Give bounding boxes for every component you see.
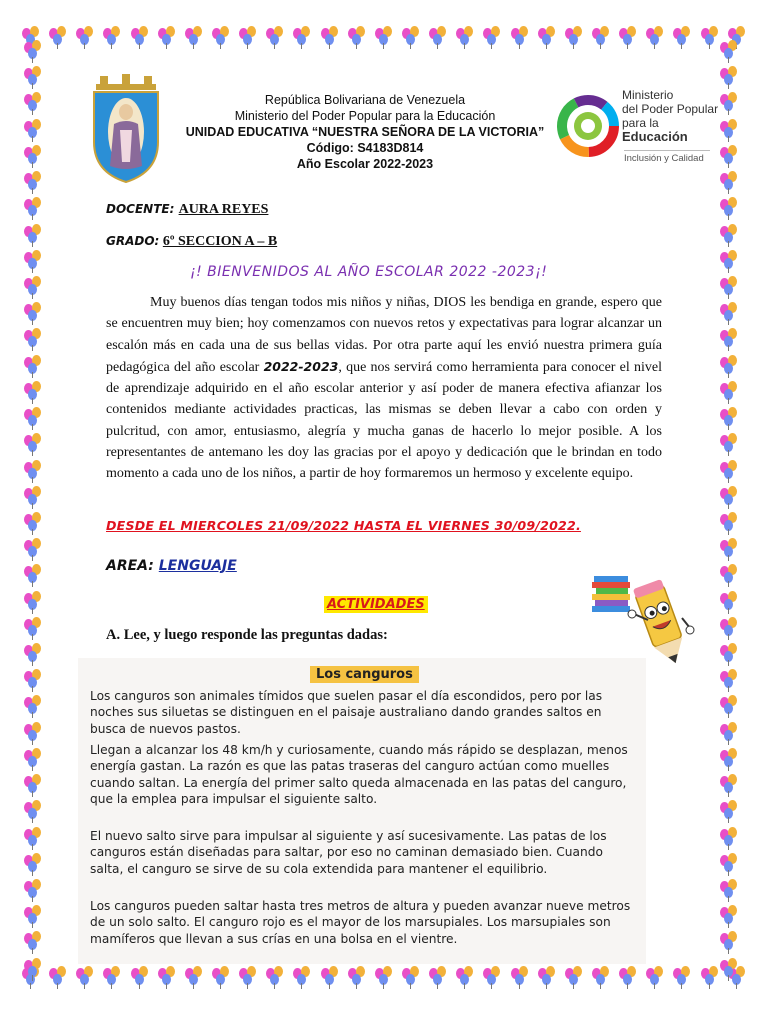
balloon-icon bbox=[718, 564, 740, 586]
balloon-icon bbox=[718, 853, 740, 875]
teacher-value: AURA REYES bbox=[178, 202, 269, 217]
balloon-icon bbox=[481, 966, 503, 988]
balloon-icon bbox=[264, 26, 286, 48]
ministry-logo-icon bbox=[556, 76, 620, 180]
balloon-icon bbox=[718, 538, 740, 560]
balloon-icon bbox=[373, 26, 395, 48]
balloon-icon bbox=[400, 26, 422, 48]
area-line: AREA: LENGUAJE bbox=[106, 558, 237, 574]
balloon-icon bbox=[210, 966, 232, 988]
balloon-icon bbox=[509, 966, 531, 988]
balloon-icon bbox=[22, 643, 44, 665]
balloon-icon bbox=[319, 966, 341, 988]
balloon-icon bbox=[718, 381, 740, 403]
balloon-icon bbox=[291, 26, 313, 48]
balloon-icon bbox=[671, 26, 693, 48]
balloon-icon bbox=[22, 66, 44, 88]
reading-paragraph-2: Llegan a alcanzar los 48 km/h y curiosamente, cuando más rápido se desplazan, menos energía gastan. La razón es que las patas traseras del canguro actúan como muelles cuando saltan. La energía del primer salto queda almacenada en las patas del canguro, que la emplea para impulsar el siguiente salto. bbox=[90, 743, 628, 807]
balloon-icon bbox=[718, 302, 740, 324]
balloon-icon bbox=[22, 879, 44, 901]
header-ministry: Ministerio del Poder Popular para la Educación bbox=[234, 109, 496, 123]
balloon-icon bbox=[718, 669, 740, 691]
balloon-icon bbox=[718, 276, 740, 298]
balloon-icon bbox=[22, 905, 44, 927]
ministry-line3-prefix: para la bbox=[622, 116, 659, 130]
reading-paragraph-3: El nuevo salto sirve para impulsar al siguiente y así sucesivamente. Las patas de los canguros están diseñadas para saltar, por eso no caminan demasiado bien. Cuando salta, el canguro se sirve de su cola extendida para mantener el equilibrio. bbox=[90, 829, 607, 876]
header-year: Año Escolar 2022-2023 bbox=[296, 157, 434, 171]
body-paragraph bbox=[106, 292, 662, 485]
balloon-icon bbox=[718, 695, 740, 717]
balloon-icon bbox=[291, 966, 313, 988]
balloon-icon bbox=[74, 966, 96, 988]
balloon-icon bbox=[718, 800, 740, 822]
balloon-icon bbox=[536, 26, 558, 48]
reading-paragraph-1: Los canguros son animales tímidos que suelen pasar el día escondidos, pero por las noches sus siluetas se distinguen en el paisaje australiano dando grandes saltos en busca de nuevos pastos. bbox=[90, 689, 603, 736]
balloon-icon bbox=[718, 486, 740, 508]
balloon-icon bbox=[718, 827, 740, 849]
reading-box bbox=[78, 658, 646, 964]
balloon-icon bbox=[156, 966, 178, 988]
balloon-icon bbox=[101, 26, 123, 48]
balloon-icon bbox=[22, 617, 44, 639]
balloon-icon bbox=[22, 460, 44, 482]
ministry-line3-em: Educación bbox=[622, 129, 688, 144]
school-seal-icon bbox=[90, 72, 162, 184]
balloon-icon bbox=[671, 966, 693, 988]
welcome-heading: ¡! BIENVENIDOS AL AÑO ESCOLAR 2022 -2023¡! bbox=[190, 264, 548, 280]
reading-paragraph-4: Los canguros pueden saltar hasta tres metros de altura y pueden avanzar nueve metros de un solo salto. El canguro rojo es el mayor de los marsupiales. Los marsupiales son mamíferos que llevan a sus crías en una bolsa en el vientre. bbox=[90, 899, 631, 946]
reading-title: Los canguros bbox=[310, 666, 419, 683]
balloon-icon bbox=[22, 224, 44, 246]
balloon-icon bbox=[22, 853, 44, 875]
balloon-icon bbox=[74, 26, 96, 48]
balloon-icon bbox=[22, 433, 44, 455]
balloon-icon bbox=[590, 966, 612, 988]
ministry-name-line3 bbox=[622, 116, 722, 144]
balloon-icon bbox=[644, 966, 666, 988]
balloon-icon bbox=[22, 800, 44, 822]
grade-value: 6º SECCION A – B bbox=[162, 234, 278, 249]
balloon-icon bbox=[509, 26, 531, 48]
header-school: UNIDAD EDUCATIVA “NUESTRA SEÑORA DE LA VICTORIA” bbox=[185, 125, 545, 139]
balloon-icon bbox=[319, 26, 341, 48]
balloon-icon bbox=[237, 26, 259, 48]
border-right bbox=[718, 40, 746, 980]
balloon-icon bbox=[22, 774, 44, 796]
balloon-icon bbox=[22, 669, 44, 691]
balloon-icon bbox=[718, 931, 740, 953]
balloon-icon bbox=[22, 538, 44, 560]
activities-title: ACTIVIDADES bbox=[324, 596, 428, 613]
balloon-icon bbox=[718, 224, 740, 246]
balloon-icon bbox=[47, 26, 69, 48]
balloon-icon bbox=[156, 26, 178, 48]
balloon-icon bbox=[454, 26, 476, 48]
balloon-icon bbox=[617, 966, 639, 988]
balloon-icon bbox=[22, 722, 44, 744]
balloon-icon bbox=[563, 26, 585, 48]
balloon-icon bbox=[563, 966, 585, 988]
balloon-icon bbox=[718, 879, 740, 901]
balloon-icon bbox=[22, 355, 44, 377]
ministry-name bbox=[622, 88, 722, 144]
grade-label: GRADO: bbox=[106, 234, 160, 248]
teacher-line: DOCENTE: AURA REYES bbox=[106, 202, 269, 217]
balloon-icon bbox=[22, 92, 44, 114]
balloon-icon bbox=[346, 26, 368, 48]
balloon-icon bbox=[718, 617, 740, 639]
teacher-label: DOCENTE bbox=[106, 202, 170, 216]
balloon-icon bbox=[454, 966, 476, 988]
balloon-icon bbox=[346, 966, 368, 988]
balloon-icon bbox=[22, 197, 44, 219]
header-code: Código: S4183D814 bbox=[306, 141, 424, 155]
balloon-icon bbox=[718, 512, 740, 534]
balloon-icon bbox=[22, 40, 44, 62]
balloon-icon bbox=[373, 966, 395, 988]
area-label: AREA bbox=[106, 558, 149, 574]
school-header bbox=[170, 92, 560, 172]
balloon-icon bbox=[22, 695, 44, 717]
border-left bbox=[22, 40, 50, 980]
balloon-icon bbox=[718, 905, 740, 927]
ministry-name-line1: Ministerio bbox=[622, 88, 674, 102]
balloon-icon bbox=[183, 966, 205, 988]
balloon-icon bbox=[617, 26, 639, 48]
balloon-icon bbox=[22, 250, 44, 272]
balloon-icon bbox=[183, 26, 205, 48]
balloon-icon bbox=[718, 328, 740, 350]
balloon-icon bbox=[718, 250, 740, 272]
balloon-icon bbox=[22, 591, 44, 613]
balloon-icon bbox=[22, 328, 44, 350]
border-top bbox=[20, 26, 748, 54]
balloon-icon bbox=[590, 26, 612, 48]
balloon-icon bbox=[264, 966, 286, 988]
balloon-icon bbox=[22, 486, 44, 508]
balloon-icon bbox=[718, 774, 740, 796]
border-bottom bbox=[20, 966, 748, 994]
ministry-tagline: Inclusión y Calidad bbox=[624, 150, 710, 164]
balloon-icon bbox=[101, 966, 123, 988]
balloon-icon bbox=[22, 276, 44, 298]
balloon-icon bbox=[718, 460, 740, 482]
balloon-icon bbox=[718, 433, 740, 455]
balloon-icon bbox=[129, 966, 151, 988]
balloon-icon bbox=[427, 26, 449, 48]
grade-line bbox=[106, 234, 277, 250]
balloon-icon bbox=[22, 827, 44, 849]
balloon-icon bbox=[22, 145, 44, 167]
balloon-icon bbox=[22, 931, 44, 953]
balloon-icon bbox=[718, 197, 740, 219]
balloon-icon bbox=[718, 40, 740, 62]
balloon-icon bbox=[22, 302, 44, 324]
balloon-icon bbox=[22, 171, 44, 193]
balloon-icon bbox=[400, 966, 422, 988]
balloon-icon bbox=[718, 958, 740, 980]
balloon-icon bbox=[22, 119, 44, 141]
balloon-icon bbox=[718, 748, 740, 770]
balloon-icon bbox=[718, 643, 740, 665]
balloon-icon bbox=[210, 26, 232, 48]
instruction-text: A. Lee, y luego responde las preguntas dadas: bbox=[106, 627, 388, 643]
date-range: DESDE EL MIERCOLES 21/09/2022 HASTA EL VIERNES 30/09/2022. bbox=[106, 518, 581, 533]
body-part2: , que nos servirá como herramienta para conocer el nivel de aprendizaje adquirido en el año escolar anterior y así poder de manera efectiva afianzar los contenidos mediante actividades practicas, las mismas se deben llevar a cabo con orden y pulcritud, con amor, entusiasmo, alegría y mucha ganas de hacerlo lo mejor posible. A los representantes de antemano les doy las gracias por el apoyo y dedicación que le brindan en todo momento a cada uno de los niños, a partir de hoy formaremos un hermoso y excelente equipo. bbox=[106, 359, 662, 482]
area-value: LENGUAJE bbox=[158, 558, 237, 574]
ministry-name-line2: del Poder Popular bbox=[622, 102, 719, 116]
balloon-icon bbox=[536, 966, 558, 988]
body-year: 2022-2023 bbox=[263, 358, 339, 374]
balloon-icon bbox=[22, 748, 44, 770]
body-part1: Muy buenos días tengan todos mis niños y niñas, DIOS les bendiga en grande, espero que se encuentren muy bien; hoy comenzamos con nuevos retos y expectativas para lograr alcanzar un escalón más en cada una de sus bellas vidas. Por otra parte aquí les envió nuestra primera guía pedagógica del año escolar bbox=[106, 295, 662, 375]
balloon-icon bbox=[22, 564, 44, 586]
balloon-icon bbox=[22, 381, 44, 403]
ministry-logo bbox=[552, 74, 722, 184]
balloon-icon bbox=[718, 722, 740, 744]
balloon-icon bbox=[22, 512, 44, 534]
balloon-icon bbox=[718, 591, 740, 613]
header-country: República Bolivariana de Venezuela bbox=[264, 93, 466, 107]
balloon-icon bbox=[718, 407, 740, 429]
balloon-icon bbox=[718, 355, 740, 377]
balloon-icon bbox=[481, 26, 503, 48]
balloon-icon bbox=[22, 958, 44, 980]
pencil-books-icon bbox=[590, 568, 700, 668]
balloon-icon bbox=[644, 26, 666, 48]
balloon-icon bbox=[427, 966, 449, 988]
balloon-icon bbox=[129, 26, 151, 48]
balloon-icon bbox=[47, 966, 69, 988]
balloon-icon bbox=[237, 966, 259, 988]
balloon-icon bbox=[22, 407, 44, 429]
